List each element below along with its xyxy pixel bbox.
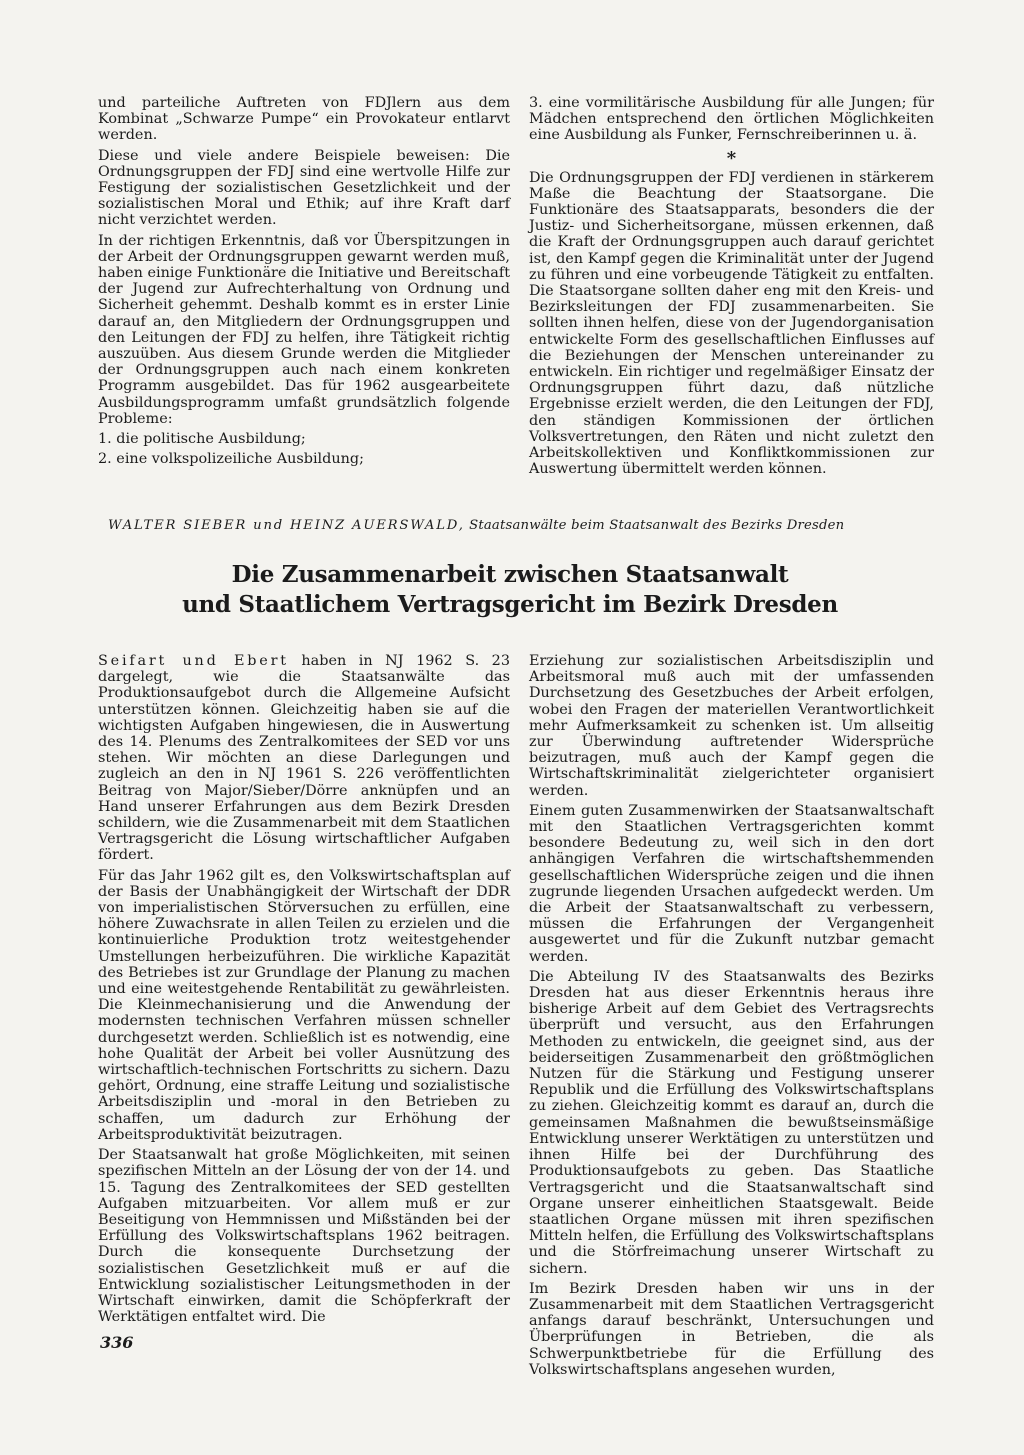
author-affiliation: Staatsanwälte beim Staatsanwalt des Bezirks Dresden	[469, 518, 845, 533]
paragraph: Die Abteilung IV des Staatsanwalts des Bezirks Dresden hat aus dieser Erkenntnis heraus ihre bisherige Arbeit auf dem Gebiet des Vertragsrechts überprüft und versucht, aus den Erfahrungen Methoden zu entwickeln, die geeignet sind, aus der beiderseitigen Zusammenarbeit den größtmöglichen Nutzen für die Stärkung und Festigung unserer Republik und die Erfüllung des Volkswirtschaftsplans zu ziehen. Gleichzeitig kommt es darauf an, durch die gemeinsamen Maßnahmen die bewußtseinsmäßige Entwicklung unserer Werktätigen zu unterstützen und ihnen Hilfe bei der Durchführung des Produktionsaufgebots zu geben. Das Staatliche Vertragsgericht und die Staatsanwaltschaft sind Organe unserer einheitlichen Staatsgewalt. Beide staatlichen Organe müssen mit ihren spezifischen Mitteln helfen, die Erfüllung des Volkswirtschaftsplans und die Störfreimachung unserer Wirtschaft zu sichern.	[529, 968, 934, 1277]
paragraph: Für das Jahr 1962 gilt es, den Volkswirtschaftsplan auf der Basis der Unabhängigkeit der Wirtschaft der DDR von imperialistischen Störversuchen zu erfüllen, eine höhere Zuwachsrate in allen Teilen zu erzielen und die kontinuierliche Produktion trotz weitestgehender Umstellungen herbeizuführen. Die wirkliche Kapazität des Betriebes ist zur Grundlage der Planung zu machen und eine weitestgehende Rentabilität zu gewährleisten. Die Kleinmechanisierung und die Anwendung der modernsten technischen Verfahren müssen schneller durchgesetzt werden. Schließlich ist es notwendig, eine hohe Qualität der Arbeit bei voller Ausnützung des wirtschaftlich-technischen Fortschritts zu sichern. Dazu gehört, Ordnung, eine straffe Leitung und sozialistische Arbeitsdisziplin und -moral in den Betrieben zu schaffen, um dadurch zur Erhöhung der Arbeitsproduktivität beizutragen.	[98, 867, 510, 1143]
list-item: 2. eine volkspolizeiliche Ausbildung;	[98, 451, 364, 468]
bottom-left-column	[98, 653, 510, 1329]
paragraph: und parteiliche Auftreten von FDJlern aus dem Kombinat „Schwarze Pumpe“ ein Provokateur entlarvt werden.	[98, 95, 510, 144]
top-left-column	[98, 95, 510, 471]
paragraph: Erziehung zur sozialistischen Arbeitsdisziplin und Arbeitsmoral muß auch mit der umfassenden Durchsetzung des Gesetzbuches der Arbeit erfolgen, wobei den Fragen der materiellen Verantwortlichkeit mehr Aufmerksamkeit zu schenken ist. Um allseitig zur Überwindung auftretender Widersprüche beizutragen, muß auch der Kampf gegen die Wirtschaftskriminalität zielgerichteter organisiert werden.	[529, 653, 934, 799]
top-right-column	[529, 95, 934, 481]
article-headline	[160, 560, 860, 620]
list-item: 3. eine vormilitärische Ausbildung für alle Jungen; für Mädchen entsprechend den örtlichen Möglichkeiten eine Ausbildung als Funker, Fernschreiberinnen u. ä.	[529, 95, 934, 144]
bottom-right-column	[529, 653, 934, 1382]
page-number: 336	[100, 1333, 134, 1352]
headline-line-2: und Staatlichem Vertragsgericht im Bezirk Dresden	[182, 591, 838, 618]
paragraph	[98, 653, 510, 864]
cited-authors: Seifart und Ebert	[98, 653, 289, 669]
author-names: WALTER SIEBER und HEINZ AUERSWALD,	[108, 518, 465, 533]
paragraph: In der richtigen Erkenntnis, daß vor Überspitzungen in der Arbeit der Ordnungsgruppen gewarnt werden muß, haben einige Funktionäre die Initiative und Bereitschaft der Jugend zur Aufrechterhaltung von Ordnung und Sicherheit gehemmt. Deshalb kommt es in erster Linie darauf an, den Mitgliedern der Ordnungsgruppen und den Leitungen der FDJ zu helfen, ihre Tätigkeit richtig auszuüben. Aus diesem Grunde werden die Mitglieder der Ordnungsgruppen auch nach einem konkreten Programm ausgebildet. Das für 1962 ausgearbeitete Ausbildungsprogramm umfaßt grundsätzlich folgende Probleme:	[98, 232, 510, 427]
paragraph-text: haben in NJ 1962 S. 23 dargelegt, wie die Staatsanwälte das Produktionsaufgebot durch die Allgemeine Aufsicht unterstützen können. Gleichzeitig haben sie auf die wichtigsten Aufgaben hingewiesen, die in Auswertung des 14. Plenums des Zentralkomitees der SED vor uns stehen. Wir möchten an diese Darlegungen und zugleich an den in NJ 1961 S. 226 veröffentlichten Beitrag von Major/Sieber/Dörre anknüpfen und an Hand unserer Erfahrungen aus dem Bezirk Dresden schildern, wie die Zusammenarbeit mit dem Staatlichen Vertragsgericht die Lösung wirtschaftlicher Aufgaben fördert.	[98, 653, 510, 864]
section-separator-asterisk: *	[726, 147, 737, 169]
paragraph: Die Ordnungsgruppen der FDJ verdienen in stärkerem Maße die Beachtung der Staatsorgane. Die Funktionäre des Staatsapparats, besonders die der Justiz- und Sicherheitsorgane, müssen erkennen, daß die Kraft der Ordnungsgruppen auch darauf gerichtet ist, den Kampf gegen die Kriminalität unter der Jugend zu führen und eine vorbeugende Tätigkeit zu entfalten. Die Staatsorgane sollten daher eng mit den Kreis- und Bezirksleitungen der FDJ zusammenarbeiten. Sie sollten ihnen helfen, diese von der Jugendorganisation entwickelte Form des gesellschaftlichen Einflusses auf die Beziehungen der Menschen untereinander zu entwickeln. Ein richtiger und regelmäßiger Einsatz der Ordnungsgruppen führt dazu, daß nützliche Ergebnisse erzielt werden, die den Leitungen der FDJ, den ständigen Kommissionen der örtlichen Volksvertretungen, den Räten und nicht zuletzt den Arbeitskollektiven und Konfliktkommissionen zur Auswertung übermittelt werden können.	[529, 169, 934, 478]
list-item: 1. die politische Ausbildung;	[98, 431, 306, 448]
paragraph: Einem guten Zusammenwirken der Staatsanwaltschaft mit den Staatlichen Vertragsgerichten kommt besondere Bedeutung zu, weil sich in den dort anhängigen Verfahren die wirtschaftshemmenden gesellschaftlichen Widersprüche zeigen und die ihnen zugrunde liegenden Ursachen aufgedeckt werden. Um die Arbeit der Staatsanwaltschaft zu verbessern, müssen die Erfahrungen der Vergangenheit ausgewertet und für die Zukunft nutzbar gemacht werden.	[529, 802, 934, 965]
paragraph: Diese und viele andere Beispiele beweisen: Die Ordnungsgruppen der FDJ sind eine wertvolle Hilfe zur Festigung der sozialistischen Gesetzlichkeit und der sozialistischen Moral und Ethik; auf ihre Kraft darf nicht verzichtet werden.	[98, 147, 510, 229]
paragraph: Im Bezirk Dresden haben wir uns in der Zusammenarbeit mit dem Staatlichen Vertragsgericht anfangs darauf beschränkt, Untersuchungen und Überprüfungen in Betrieben, die als Schwerpunktbetriebe für die Erfüllung des Volkswirtschaftsplans angesehen wurden,	[529, 1280, 934, 1378]
headline-line-1: Die Zusammenarbeit zwischen Staatsanwalt	[231, 561, 789, 588]
paragraph: Der Staatsanwalt hat große Möglichkeiten, mit seinen spezifischen Mitteln an der Lösung der von der 14. und 15. Tagung des Zentralkomitees der SED gestellten Aufgaben mitzuarbeiten. Vor allem muß er zur Beseitigung von Hemmnissen und Mißständen bei der Erfüllung des Volkswirtschaftsplans 1962 beitragen. Durch die konsequente Durchsetzung der sozialistischen Gesetzlichkeit muß er auf die Entwicklung sozialistischer Leitungsmethoden in der Wirtschaft einwirken, damit die Schöpferkraft der Werktätigen entfaltet wird. Die	[98, 1147, 510, 1326]
author-byline	[108, 518, 908, 533]
